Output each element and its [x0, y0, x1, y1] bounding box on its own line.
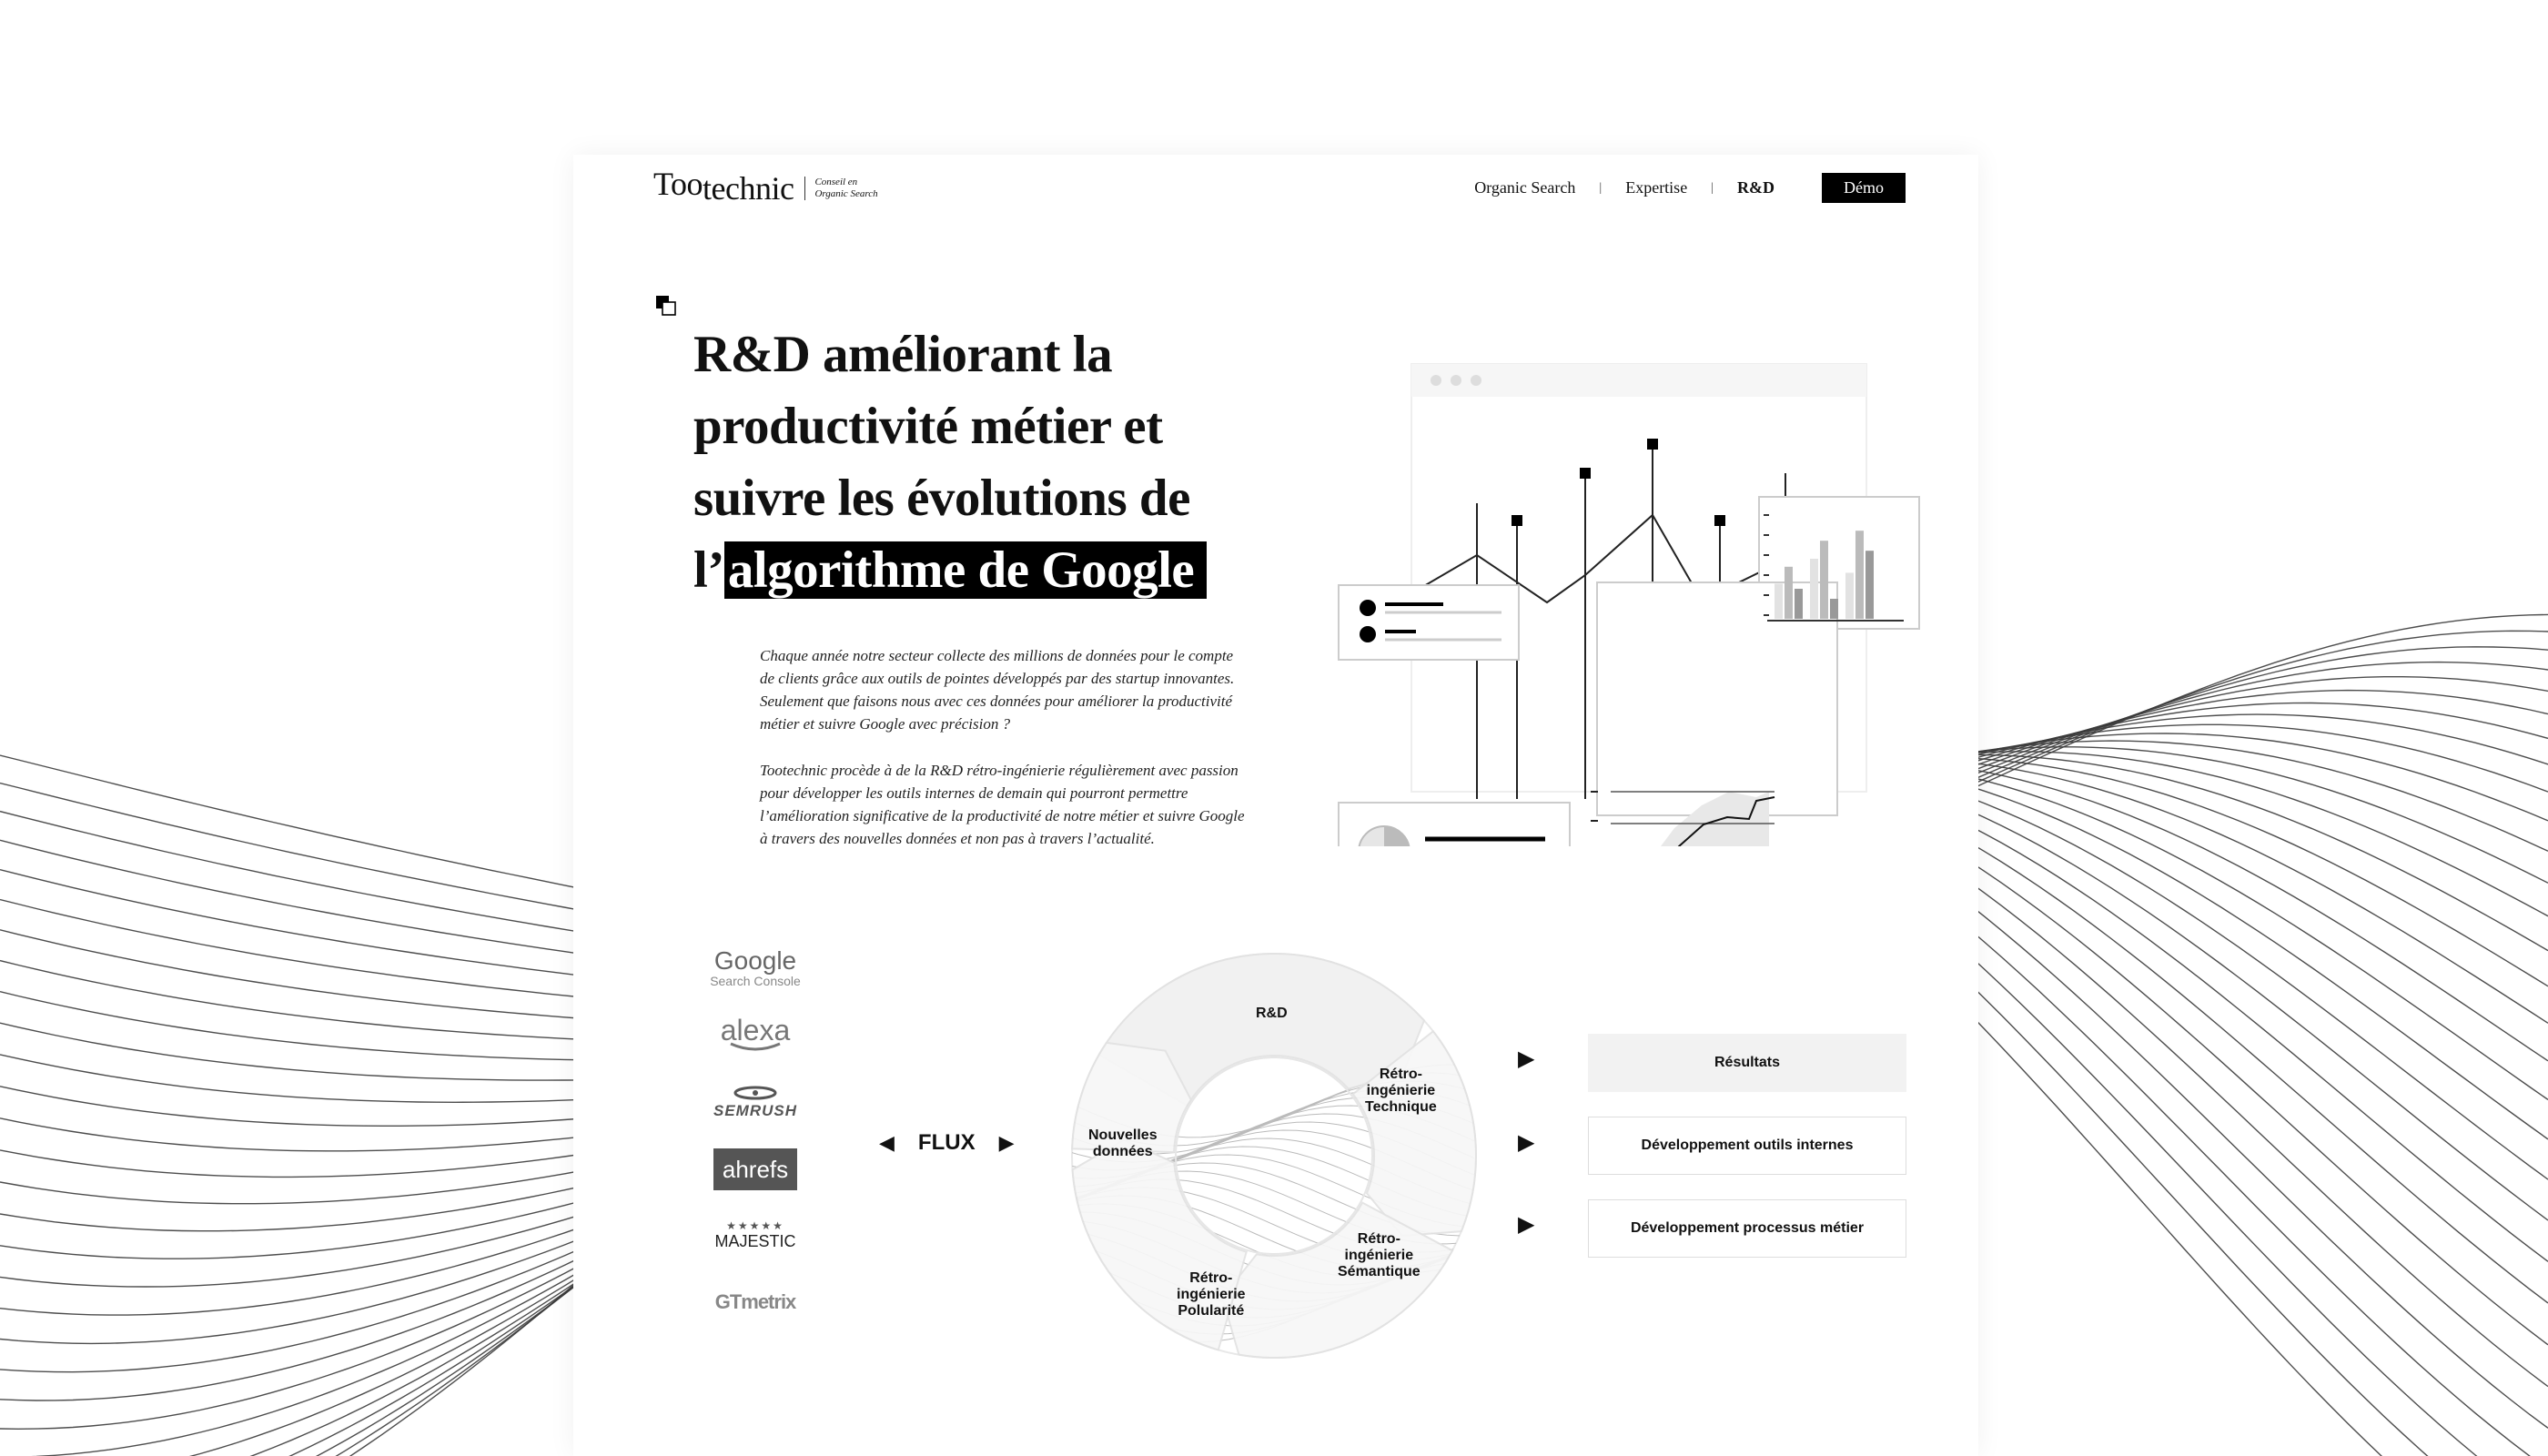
gtmetrix-logo: GTmetrix [714, 1290, 796, 1313]
flux-left-arrow-icon: ◀ [879, 1131, 895, 1154]
window-dot-icon [1451, 375, 1461, 386]
intro-paragraph: Chaque année notre secteur collecte des millions de données pour le compte de clients grâce aux outils de pointes développés par des startup innovantes. Seulement que faisons nous avec ces données pour améliorer la productivité métier et suivre Google avec précision ? [760, 647, 1235, 733]
output-arrow-icon: ▶ [1518, 1047, 1535, 1071]
output-resultats: Résultats [1588, 1034, 1906, 1092]
semrush-logo: SEMRUSH [701, 1085, 810, 1120]
cycle-label-rd: R&D [1256, 1006, 1288, 1021]
nav-separator: | [1599, 180, 1603, 195]
ahrefs-logo: ahrefs [713, 1148, 797, 1190]
nav-organic-search[interactable]: Organic Search [1474, 178, 1576, 197]
cycle-label-nouvelles-donnees: Nouvelles données [1088, 1127, 1158, 1159]
majestic-logo: ★★★★★ MAJESTIC [701, 1219, 810, 1251]
stars-icon: ★★★★★ [726, 1219, 784, 1232]
analytics-illustration [1301, 337, 1947, 846]
cycle-label-retro-technique: Rétro- ingénierie Technique [1365, 1067, 1437, 1115]
output-outils-internes: Développement outils internes [1588, 1117, 1906, 1175]
google-search-console-logo: Google Search Console [710, 946, 801, 988]
logo-tagline: Conseil en Organic Search [804, 177, 915, 200]
tootechnic-logo[interactable] [653, 166, 915, 207]
demo-button[interactable]: Démo [1822, 173, 1906, 203]
cycle-label-retro-popularite: Rétro- ingénierie Polularité [1177, 1270, 1246, 1319]
output-arrow-icon: ▶ [1518, 1213, 1535, 1237]
flux-indicator [855, 1130, 1038, 1156]
semrush-flame-icon [728, 1085, 783, 1101]
window-dot-icon [1431, 375, 1441, 386]
method-paragraph: Tootechnic procède à de la R&D rétro-ingénierie régulièrement avec passion pour développer les outils internes de demain qui pourront permettre l’amélioration significative de la productivité de notre métier et suivre Google à travers des nouvelles données et non pas à travers l’actualité. [760, 762, 1245, 847]
main-nav [1474, 173, 1906, 203]
title-highlight: algorithme de Google [724, 541, 1207, 599]
window-dot-icon [1471, 375, 1481, 386]
nav-separator: | [1711, 180, 1714, 195]
nav-expertise[interactable]: Expertise [1625, 178, 1688, 197]
hero-title: R&D améliorant la productivité métier et suivre les évolutions de l’algorithme de Google [693, 318, 1276, 606]
output-arrow-icon: ▶ [1518, 1131, 1535, 1155]
flux-right-arrow-icon: ▶ [998, 1131, 1015, 1154]
output-processus-metier: Développement processus métier [1588, 1199, 1906, 1258]
logo-wordmark: Tootechnic [653, 166, 794, 207]
cycle-label-retro-semantique: Rétro- ingénierie Sémantique [1338, 1231, 1421, 1279]
overlapping-squares-icon [655, 295, 677, 317]
nav-rd[interactable]: R&D [1737, 178, 1774, 197]
flux-label: FLUX [917, 1130, 976, 1155]
landing-page [573, 155, 1978, 1456]
alexa-logo: alexa [701, 1014, 810, 1053]
